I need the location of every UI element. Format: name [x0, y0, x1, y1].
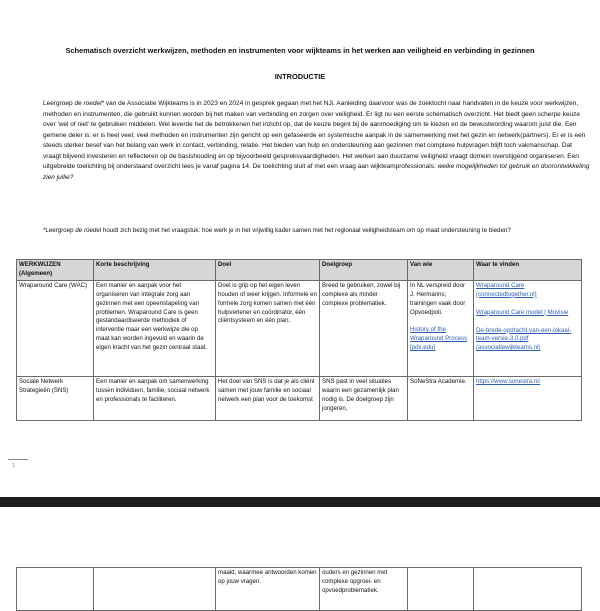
document-title: Schematisch overzicht werkwijzen, methoden en instrumenten voor wijkteams in het werken aan veiligheid en verbinding in gezinnen: [65, 46, 535, 55]
footnote: [43, 226, 595, 235]
row-target: SNS past in veel situaties waarin een gezamenlijk plan nodig is. De doelgroep zijn jongeren,: [320, 376, 408, 420]
row-name: Wraparound Care (WAC): [17, 280, 94, 376]
row-name: Sociale Netwerk Strategieën (SNS): [17, 376, 94, 420]
row-description: Een manier en aanpak voor het organiseren van integrale zorg aan gezinnen met een opeenstapeling van problemen. Wraparound Care is geen gestandaardiseerde methodiek of interventie maar een werkwijze die op maat kan worden ingevuld en waarin de eigen kracht van het gezin centraal staat.: [94, 280, 216, 376]
cont-links: [474, 568, 582, 611]
row-who: [408, 280, 474, 376]
page-2: [0, 507, 600, 600]
row-description: Een manier en aanpak om samenwerking tussen individuen, familie, sociaal netwerk en professionals te faciliteren.: [94, 376, 216, 420]
intro-roedel: de roedel: [74, 100, 102, 107]
page-number: 1: [12, 463, 16, 469]
col-header-van-wie: Van wie: [408, 260, 474, 281]
intro-paragraph: [43, 99, 591, 183]
col-header-doelgroep: Doelgroep: [320, 260, 408, 281]
table-row: [17, 280, 582, 376]
row-links: [474, 280, 582, 376]
col-header-beschrijving: Korte beschrijving: [94, 260, 216, 281]
footnote-pre: *Leergroep: [43, 227, 76, 234]
col-header-werkwijzen: WERKWIJZEN (Algemeen): [17, 260, 94, 281]
intro-text-start: Leergroep: [43, 100, 75, 107]
row-goal: Doel is grip op het eigen leven houden of weer krijgen. Informele en formele zorg komen samen met één hulpverlener en coördinator, één cliëntsysteem en één plan.: [216, 280, 320, 376]
row-links: [474, 376, 582, 420]
cont-who: [408, 568, 474, 611]
intro-closing-question: welke mogelijkheden tot gebruik en doorontwikkeling zien jullie?: [43, 163, 590, 181]
link-movisie[interactable]: Wraparound Care model | Movisie: [476, 308, 569, 316]
wraparound-history-link[interactable]: History of the Wraparound Process [pdx.edu]: [410, 326, 468, 352]
row-target: Breed te gebruiken, zowel bij complexe als minder complexe problematiek.: [320, 280, 408, 376]
link-connectedtogether[interactable]: Wraparound Care (connectedtogether.nl): [476, 281, 537, 298]
col-header-doel: Doel: [216, 260, 320, 281]
footnote-post: houdt zich bezig met het vraagstuk: hoe werk je in het vrijwillig kader samen met het regionaal veiligheidsteam om op maat ondersteuning te bieden?: [101, 227, 511, 234]
table-row: [17, 568, 582, 611]
row-who-text: In NL verspreid door J. Hermanns; trainingen vaak door Opvoedpoli.: [410, 281, 466, 316]
link-sonestra[interactable]: https://www.sonestra.nl/: [476, 377, 541, 385]
intro-text-body: * van de Associatie Wijkteams is in 2023 en 2024 in gesprek gegaan met het NJi. Aanleiding daarvoor was de zoektocht naar handvaten in de keuze voor werkwijzen, methoden en instrumenten, die gebruikt kunnen worden bij het maken van verbinding en zorgen over veiligheid. Er ligt nu een eerste schematisch overzicht. Het biedt geen scherpe keuze over 'wel of niet' te gebruiken middelen. Wel leverde het de betrokkenen het inzicht op, dat de keuze begint bij de aanmoediging om te kiezen en de bewustwording waarom juist die. Een gemene deler is: er is heel veel; veel methoden en instrumenten zijn gericht op een gefaseerde en systemische aanpak in de samenwerking met het gezin en netwerk(partners). Er er is een steeds sterker besef van het belang van werk in contact, verbinding, relatie. Het bieden van hulp en ondersteuning aan gezinnen met complexe hulpvragen blijft toch vakmanschap. Dat vraagt blijvend investeren en reflecteren op de basishouding en op bijvoorbeeld gespreksvaardigheden. Het werken aan duurzame veiligheid vraagt domein overstijgend organiseren. Een uitgebreide toelichting bij onderstaand overzicht lees je vanaf pagina 14. De toelichting sluit af met een vraag aan wijkteamprofessionals:: [43, 100, 586, 170]
section-heading: INTRODUCTIE: [274, 72, 326, 81]
methods-table-continued: [16, 567, 582, 611]
cont-target: ouders en gezinnen met complexe opgroei- en opvoedproblematiek.: [320, 568, 408, 611]
table-header-row: [17, 260, 582, 281]
cont-description: [94, 568, 216, 611]
footnote-separator: [8, 459, 28, 460]
col-header-waar: Waar te vinden: [474, 260, 582, 281]
footnote-em: de roedel: [75, 227, 102, 234]
methods-table: [16, 259, 582, 421]
row-goal: Het doel van SNS is dat je als cliënt samen met jouw familie en sociaal netwerk een plan voor de toekomst: [216, 376, 320, 420]
table-row: [17, 376, 582, 420]
page-gap: [0, 497, 600, 507]
row-who: SoNeStra Academie.: [408, 376, 474, 420]
cont-goal: maakt, waarmee antwoorden komen op jouw vragen.: [216, 568, 320, 611]
link-associatiewijkteams[interactable]: De-brede-opdracht-van-een-lokaal-team-versie-3.0.pdf (associatiewijkteams.nl): [476, 326, 572, 352]
cont-name: [17, 568, 94, 611]
